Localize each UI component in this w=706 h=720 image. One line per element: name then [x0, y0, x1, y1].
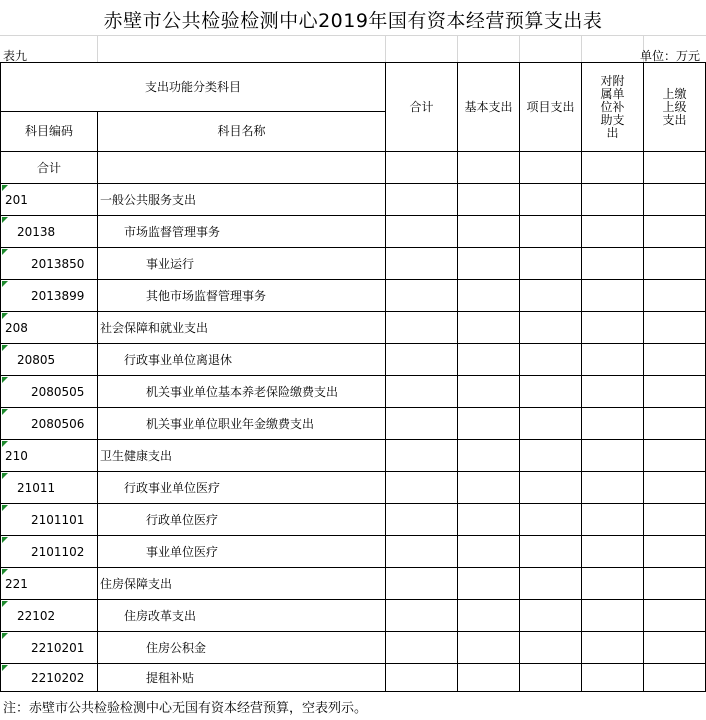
subject-name: 事业运行: [98, 248, 386, 280]
amount-basic-cell: [458, 344, 520, 376]
subject-name: 其他市场监督管理事务: [98, 280, 386, 312]
amount-project-cell: [520, 344, 582, 376]
header-category: 支出功能分类科目: [1, 63, 386, 112]
table-number: 表九: [3, 49, 28, 63]
header-project: 项目支出: [520, 63, 582, 152]
subject-code: [1, 312, 98, 344]
table-row: [1, 632, 706, 664]
gridline: [457, 35, 458, 62]
error-marker-icon: [2, 601, 8, 607]
unit-label: 单位：万元: [639, 49, 700, 63]
subject-name: 住房公积金: [98, 632, 386, 664]
subject-code-text: 合计: [36, 161, 61, 175]
amount-subsidy-cell: [582, 152, 644, 184]
error-marker-icon: [2, 249, 8, 255]
subject-code: [1, 504, 98, 536]
amount-remit-cell: [644, 312, 706, 344]
amount-basic-cell: [458, 312, 520, 344]
amount-basic-cell: [458, 664, 520, 692]
header-total: 合计: [386, 63, 458, 152]
amount-remit-cell: [644, 472, 706, 504]
amount-basic-cell: [458, 504, 520, 536]
amount-subsidy-cell: [582, 344, 644, 376]
subject-code: [1, 632, 98, 664]
subject-code-text: 21011: [17, 480, 56, 495]
amount-basic-cell: [458, 280, 520, 312]
table-row: [1, 376, 706, 408]
error-marker-icon: [2, 185, 8, 191]
subject-code: [1, 568, 98, 600]
error-marker-icon: [2, 377, 8, 383]
amount-basic-cell: [458, 440, 520, 472]
gridline: [0, 35, 706, 36]
amount-basic-cell: [458, 216, 520, 248]
error-marker-icon: [2, 473, 8, 479]
table-row: [1, 600, 706, 632]
header-subsidy: 对附属单位补助支出: [582, 63, 644, 152]
amount-project-cell: [520, 280, 582, 312]
subject-code-text: 20138: [17, 224, 56, 239]
table-row: [1, 280, 706, 312]
subject-name: 机关事业单位职业年金缴费支出: [98, 408, 386, 440]
amount-basic-cell: [458, 408, 520, 440]
error-marker-icon: [2, 505, 8, 511]
amount-project-cell: [520, 664, 582, 692]
subject-code: [1, 152, 98, 184]
amount-subsidy-cell: [582, 312, 644, 344]
total-row: [1, 152, 706, 184]
amount-project-cell: [520, 536, 582, 568]
amount-subsidy-cell: [582, 568, 644, 600]
amount-total-cell: [386, 376, 458, 408]
subject-code: [1, 600, 98, 632]
amount-basic-cell: [458, 568, 520, 600]
subject-code: [1, 440, 98, 472]
table-row: [1, 216, 706, 248]
footnote: 注：赤壁市公共检验检测中心无国有资本经营预算，空表列示。: [3, 701, 368, 716]
subject-name: 事业单位医疗: [98, 536, 386, 568]
subject-code-text: 2101101: [31, 512, 85, 527]
amount-remit-cell: [644, 408, 706, 440]
error-marker-icon: [2, 537, 8, 543]
amount-basic-cell: [458, 248, 520, 280]
amount-basic-cell: [458, 152, 520, 184]
subject-code: [1, 216, 98, 248]
subject-name: [98, 152, 386, 184]
header-remit: 上缴上级支出: [644, 63, 706, 152]
table-row: [1, 248, 706, 280]
gridline: [519, 35, 520, 62]
subject-code-text: 2080505: [31, 384, 85, 399]
subject-code-text: 2210201: [31, 640, 85, 655]
header-name: 科目名称: [98, 112, 386, 152]
amount-project-cell: [520, 632, 582, 664]
amount-remit-cell: [644, 344, 706, 376]
subject-code-text: 2101102: [31, 544, 85, 559]
table-row: [1, 568, 706, 600]
error-marker-icon: [2, 217, 8, 223]
subject-name: 卫生健康支出: [98, 440, 386, 472]
subject-name: 市场监督管理事务: [98, 216, 386, 248]
subject-code-text: 210: [5, 448, 28, 463]
amount-subsidy-cell: [582, 248, 644, 280]
amount-subsidy-cell: [582, 536, 644, 568]
amount-remit-cell: [644, 152, 706, 184]
table-row: [1, 312, 706, 344]
amount-total-cell: [386, 440, 458, 472]
amount-subsidy-cell: [582, 408, 644, 440]
amount-total-cell: [386, 472, 458, 504]
gridline: [581, 35, 582, 62]
table-row: [1, 504, 706, 536]
error-marker-icon: [2, 345, 8, 351]
amount-subsidy-cell: [582, 600, 644, 632]
amount-total-cell: [386, 664, 458, 692]
header-basic: 基本支出: [458, 63, 520, 152]
amount-project-cell: [520, 152, 582, 184]
page-title: 赤壁市公共检验检测中心2019年国有资本经营预算支出表: [103, 10, 603, 32]
subject-code: [1, 248, 98, 280]
amount-total-cell: [386, 536, 458, 568]
amount-remit-cell: [644, 664, 706, 692]
amount-remit-cell: [644, 248, 706, 280]
amount-total-cell: [386, 312, 458, 344]
amount-total-cell: [386, 632, 458, 664]
subject-name: 机关事业单位基本养老保险缴费支出: [98, 376, 386, 408]
table-row: [1, 536, 706, 568]
amount-basic-cell: [458, 632, 520, 664]
subject-code: [1, 376, 98, 408]
amount-project-cell: [520, 376, 582, 408]
amount-project-cell: [520, 568, 582, 600]
amount-basic-cell: [458, 536, 520, 568]
amount-total-cell: [386, 408, 458, 440]
error-marker-icon: [2, 281, 8, 287]
subject-code-text: 20805: [17, 352, 56, 367]
subject-code: [1, 472, 98, 504]
amount-basic-cell: [458, 600, 520, 632]
budget-table: [0, 62, 706, 692]
amount-project-cell: [520, 408, 582, 440]
table-row: [1, 472, 706, 504]
subject-code-text: 221: [5, 576, 28, 591]
amount-project-cell: [520, 248, 582, 280]
amount-basic-cell: [458, 184, 520, 216]
amount-project-cell: [520, 504, 582, 536]
subject-name: 行政事业单位医疗: [98, 472, 386, 504]
subject-code: [1, 184, 98, 216]
error-marker-icon: [2, 409, 8, 415]
subject-code: [1, 408, 98, 440]
amount-project-cell: [520, 312, 582, 344]
amount-subsidy-cell: [582, 664, 644, 692]
subject-code-text: 22102: [17, 608, 56, 623]
subject-code: [1, 344, 98, 376]
amount-remit-cell: [644, 632, 706, 664]
amount-subsidy-cell: [582, 472, 644, 504]
amount-subsidy-cell: [582, 376, 644, 408]
table-row: [1, 344, 706, 376]
amount-remit-cell: [644, 376, 706, 408]
amount-total-cell: [386, 504, 458, 536]
amount-remit-cell: [644, 536, 706, 568]
subject-code-text: 2013899: [31, 288, 85, 303]
subject-code-text: 2013850: [31, 256, 85, 271]
subject-code: [1, 280, 98, 312]
subject-name: 一般公共服务支出: [98, 184, 386, 216]
amount-total-cell: [386, 248, 458, 280]
amount-subsidy-cell: [582, 184, 644, 216]
amount-project-cell: [520, 600, 582, 632]
subject-code-text: 201: [5, 192, 28, 207]
table-row: [1, 184, 706, 216]
amount-remit-cell: [644, 600, 706, 632]
amount-remit-cell: [644, 440, 706, 472]
amount-total-cell: [386, 568, 458, 600]
amount-project-cell: [520, 216, 582, 248]
amount-remit-cell: [644, 216, 706, 248]
amount-subsidy-cell: [582, 504, 644, 536]
subject-code: [1, 664, 98, 692]
subject-name: 住房保障支出: [98, 568, 386, 600]
amount-total-cell: [386, 280, 458, 312]
amount-project-cell: [520, 440, 582, 472]
table-row: [1, 440, 706, 472]
amount-remit-cell: [644, 280, 706, 312]
error-marker-icon: [2, 665, 8, 671]
subject-name: 行政单位医疗: [98, 504, 386, 536]
subject-code-text: 2080506: [31, 416, 85, 431]
table-row: [1, 664, 706, 692]
amount-subsidy-cell: [582, 216, 644, 248]
error-marker-icon: [2, 633, 8, 639]
subject-name: 行政事业单位离退休: [98, 344, 386, 376]
amount-project-cell: [520, 184, 582, 216]
amount-remit-cell: [644, 184, 706, 216]
amount-total-cell: [386, 600, 458, 632]
amount-total-cell: [386, 184, 458, 216]
error-marker-icon: [2, 313, 8, 319]
amount-project-cell: [520, 472, 582, 504]
subject-code-text: 2210202: [31, 670, 85, 685]
error-marker-icon: [2, 569, 8, 575]
gridline: [385, 35, 386, 62]
error-marker-icon: [2, 441, 8, 447]
subject-name: 社会保障和就业支出: [98, 312, 386, 344]
gridline: [97, 35, 98, 62]
amount-total-cell: [386, 152, 458, 184]
amount-subsidy-cell: [582, 280, 644, 312]
amount-remit-cell: [644, 504, 706, 536]
subject-code: [1, 536, 98, 568]
subject-code-text: 208: [5, 320, 28, 335]
amount-total-cell: [386, 216, 458, 248]
amount-subsidy-cell: [582, 632, 644, 664]
amount-total-cell: [386, 344, 458, 376]
table-row: [1, 408, 706, 440]
amount-basic-cell: [458, 472, 520, 504]
subject-name: 提租补贴: [98, 664, 386, 692]
header-code: 科目编码: [1, 112, 98, 152]
amount-subsidy-cell: [582, 440, 644, 472]
amount-remit-cell: [644, 568, 706, 600]
subject-name: 住房改革支出: [98, 600, 386, 632]
amount-basic-cell: [458, 376, 520, 408]
